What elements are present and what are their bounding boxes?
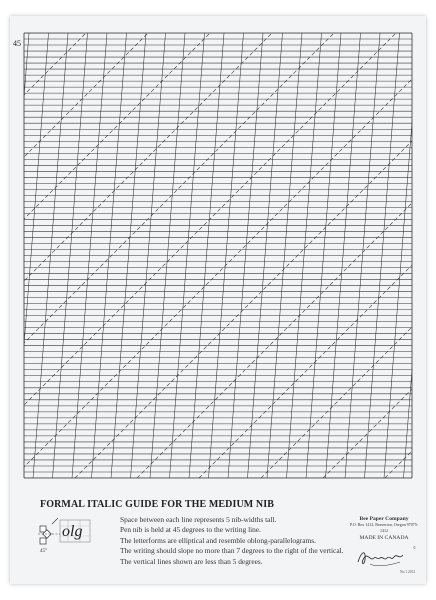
- company-name: Bee Paper Company: [359, 516, 409, 522]
- nib-squares: [40, 526, 51, 544]
- made-in-label: MADE IN CANADA: [359, 535, 409, 541]
- note-line: The vertical lines shown are less than 5 degrees.: [120, 556, 263, 566]
- note-line: Pen nib is held at 45 degrees to the writing line.: [120, 525, 262, 535]
- page-number: 45: [13, 39, 21, 48]
- nib-example-illustration: [38, 516, 118, 556]
- note-line: Space between each line represents 5 nib-widths tall.: [120, 515, 277, 524]
- note-line: The writing should slope no more than 7 degrees to the right of the vertical.: [120, 546, 344, 556]
- credit-note: No.1 2012: [400, 570, 416, 574]
- slant-line: [423, 33, 426, 478]
- pen-angle-label: 45°: [40, 549, 47, 554]
- guide-notes: [120, 515, 344, 567]
- company-block: [346, 516, 422, 550]
- guide-title: FORMAL ITALIC GUIDE FOR THE MEDIUM NIB: [40, 499, 275, 510]
- note-line: The letterforms are elliptical and resemble oblong-parallelograms.: [120, 535, 316, 545]
- grid-lines: [10, 33, 426, 478]
- signature: [356, 546, 406, 568]
- example-letters: olg: [62, 523, 83, 540]
- company-address: P.O. Box 1412, Beaverton, Oregon 97075-1412: [349, 522, 419, 533]
- copyright-mark: ©: [412, 545, 416, 550]
- guide-sheet: [10, 16, 426, 584]
- pen-angle-line: [10, 33, 24, 478]
